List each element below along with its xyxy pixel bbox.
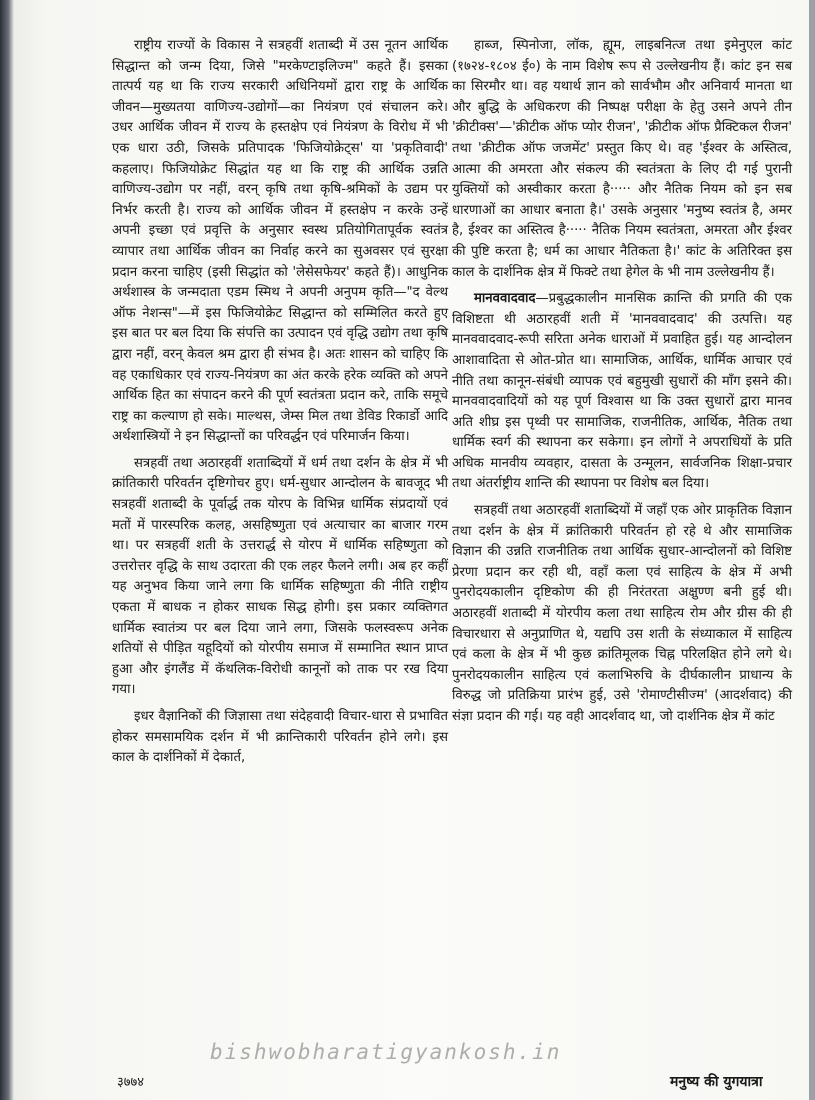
section-body: —प्रबुद्धकालीन मानसिक क्रान्ति की प्रगति की एक विशिष्टता थी अठारहवीं शती में 'मानववादवाद' की उत्पत्ति। यह मानववादवाद-रूपी सरिता अनेक धाराओं में प्रवाहित हुई। यह आन्दोलन आशावादिता से ओत-प्रोत था। सामाजिक, आर्थिक, धार्मिक आचार एवं नीति तथा कानून-संबंधी व्यापक एवं बहुमुखी सुधारों की माँग इसने की। मानववादवादियों को यह पूर्ण विश्वास था कि उक्त सुधारों द्वारा मानव अति शीघ्र इस पृथ्वी पर सामाजिक, राजनीतिक, आर्थिक, नैतिक तथा धार्मिक स्वर्ग की स्थापना कर सकेगा। इन लोगों ने अपराधियों के प्रति अधिक मानवीय व्यवहार, दासता के उन्मूलन, सार्वजनिक शिक्षा-प्रचार तथा अंतर्राष्ट्रीय शान्ति की स्थापना पर विशेष बल दिया।	[452, 291, 792, 492]
paragraph-religion-philosophy: सत्रहवीं तथा अठारहवीं शताब्दियों में धर्म तथा दर्शन के क्षेत्र में भी क्रांतिकारी परिवर्तन दृष्टिगोचर हुए। धर्म-सुधार आन्दोलन के बावजूद भी सत्रहवीं शताब्दी के पूर्वार्द्ध तक योरप के विभिन्न धार्मिक संप्रदायों एवं मतों में पारस्परिक कलह, असहिष्णुता एवं अत्याचार का बाजार गरम था। पर सत्रहवीं शती के उत्तरार्द्ध से योरप में धार्मिक सहिष्णुता को उत्तरोत्तर वृद्धि के साथ उदारता की एक लहर फैलने लगी। अब हर कहीं यह अनुभव किया जाने लगा कि धार्मिक सहिष्णुता की नीति राष्ट्रीय एकता में बाधक न होकर साधक सिद्ध होगी। इस प्रकार व्यक्तिगत धार्मिक स्वातंत्र्य पर बल दिया जाने लगा, जिसके फलस्वरूप अनेक शतियों से पीड़ित यहूदियों को योरपीय समाज में सम्मानित स्थान प्राप्त हुआ और इंगलैंड में कॅथलिक-विरोधी कानूनों को ताक पर रख दिया गया।	[112, 455, 448, 698]
paragraph-mercantilism: राष्ट्रीय राज्यों के विकास ने सत्रहवीं शताब्दी में उस नूतन आर्थिक सिद्धान्त को जन्म दिया, जिसे "मरकेण्टाइलिज्म" कहते हैं। इसका तात्पर्य यह था कि राज्य सरकारी अधिनियमों द्वारा राष्ट्र के आर्थिक जीवन—मुख्यतया वाणिज्य-उद्योगों—का नियंत्रण एवं संचालन करे। उधर आर्थिक जीवन में राज्य के हस्तक्षेप एवं नियंत्रण के विरोध में भी एक धारा उठी, जिसके प्रतिपादक 'फिजियोक्रेट्स' या 'प्रकृतिवादी' कहलाए। फिजियोक्रेट सिद्धांत यह था कि राष्ट्र की आर्थिक उन्नति वाणिज्य-उद्योग पर नहीं, वरन् कृषि तथा कृषि-श्रमिकों के उद्यम पर निर्भर करती है। राज्य को आर्थिक जीवन में हस्तक्षेप न करके उन्हें अपनी इच्छा एवं प्रवृत्ति के अनुसार स्वस्थ प्रतियोगितापूर्वक स्वतंत्र व्यापार तथा आर्थिक जीवन का निर्वाह करने का सुअवसर एवं सुरक्षा प्रदान करना चाहिए (इसी सिद्धांत को 'लेसेसफेयर' कहते हैं)। आधुनिक अर्थशास्त्र के जन्मदाता एडम स्मिथ ने अपनी अनुपम कृति—"द वेल्थ ऑफ नेशन्स"—में इस फिजियोक्रेट सिद्धान्त को सम्मिलित करते हुए इस बात पर बल दिया कि संपत्ति का उत्पादन एवं वृद्धि उद्योग तथा कृषि द्वारा नहीं, वरन् केवल श्रम द्वारा ही संभव है। अतः शासन को चाहिए कि वह एकाधिकार एवं राज्य-नियंत्रण का अंत करके हरेक व्यक्ति को अपने आर्थिक हित का संपादन करने की पूर्ण स्वतंत्रता प्रदान करे, ताकि समूचे राष्ट्र का कल्याण हो सके। माल्थस, जेम्स मिल तथा डेविड रिकार्डो आदि अर्थशास्त्रियों ने इन सिद्धान्तों का परिवर्द्धन एवं परिमार्जन किया।	[112, 38, 448, 445]
watermark: bishwobharatigyankosh.in	[210, 1040, 562, 1064]
page-number: ३७७४	[117, 1075, 145, 1090]
binding-shadow	[0, 0, 14, 1100]
paragraph-kant: हाब्ज, स्पिनोजा, लॉक, ह्यूम, लाइबनित्ज तथा इमेनुएल कांट (१७२४-१८०४ ई०) के नाम विशेष रूप से उल्लेखनीय हैं। कांट इन सब का सिरमौर था। वह यथार्थ ज्ञान को सार्वभौम और अनिवार्य मानता था और बुद्धि के अधिकरण की निष्पक्ष परीक्षा के हेतु उसने अपने तीन 'क्रीटीक्स'—'क्रीटीक ऑफ प्योर रीजन', 'क्रीटीक ऑफ प्रैक्टिकल रीजन' तथा 'क्रीटीक ऑफ जजमेंट' प्रस्तुत किए थे। वह 'ईश्वर के अस्तित्व, आत्मा की अमरता और संकल्प की स्वतंत्रता के लिए दी गई पुरानी युक्तियों को अस्वीकार करता है····· और नैतिक नियम को इन सब धारणाओं का आधार बनाता है।' उसके अनुसार 'मनुष्य स्वतंत्र है, अमर है, ईश्वर का अस्तित्व है····· नैतिक नियम स्वतंत्रता, अमरता और ईश्वर की पुष्टि करता है; धर्म का आधार नैतिकता है।' कांट के अतिरिक्त इस काल के दार्शनिक क्षेत्र में फिक्टे तथा हेगेल के भी नाम उल्लेखनीय हैं।	[452, 38, 792, 280]
page-edge	[809, 0, 815, 1100]
paragraph-scientists: इधर वैज्ञानिकों की जिज्ञासा तथा संदेहवादी विचार-धारा से प्रभावित होकर समसामयिक दर्शन में भी क्रान्तिकारी परिवर्तन होने लगे। इस काल के दार्शनिकों में देकार्त,	[112, 709, 448, 766]
left-column	[112, 36, 448, 769]
book-title: मनुष्य की युगयात्रा	[670, 1074, 763, 1090]
paragraph-romanticism: सत्रहवीं तथा अठारहवीं शताब्दियों में जहाँ एक ओर प्राकृतिक विज्ञान तथा दर्शन के क्षेत्र में क्रांतिकारी परिवर्तन हो रहे थे और सामाजिक विज्ञान की उन्नति राजनीतिक तथा आर्थिक सुधार-आन्दोलनों को विशिष्ट प्रेरणा प्रदान कर रही थी, वहाँ कला एवं साहित्य के क्षेत्र में अभी पुनरोदयकालीन दृष्टिकोण की ही निरंतरता अक्षुण्ण बनी हुई थी। अठारहवीं शताब्दी में योरपीय कला तथा साहित्य रोम और ग्रीस की ही विचारधारा से अनुप्राणित थे, यद्यपि उस शती के संध्याकाल में साहित्य एवं कला के क्षेत्र में भी कुछ क्रांतिमूलक चिह्न परिलक्षित होने लगे थे। पुनरोदयकालीन साहित्य एवं कलाभिरुचि के दीर्घकालीन प्राधान्य के विरुद्ध जो प्रतिक्रिया प्रारंभ हुई, उसे 'रोमाण्टीसीज्म' (आदर्शवाद) की संज्ञा प्रदान की गई। यह वही आदर्शवाद था, जो दार्शनिक क्षेत्र में कांट	[452, 503, 792, 724]
paragraph-humanism	[452, 289, 792, 495]
section-heading: मानववादवाद	[474, 291, 536, 307]
right-column	[452, 36, 792, 728]
